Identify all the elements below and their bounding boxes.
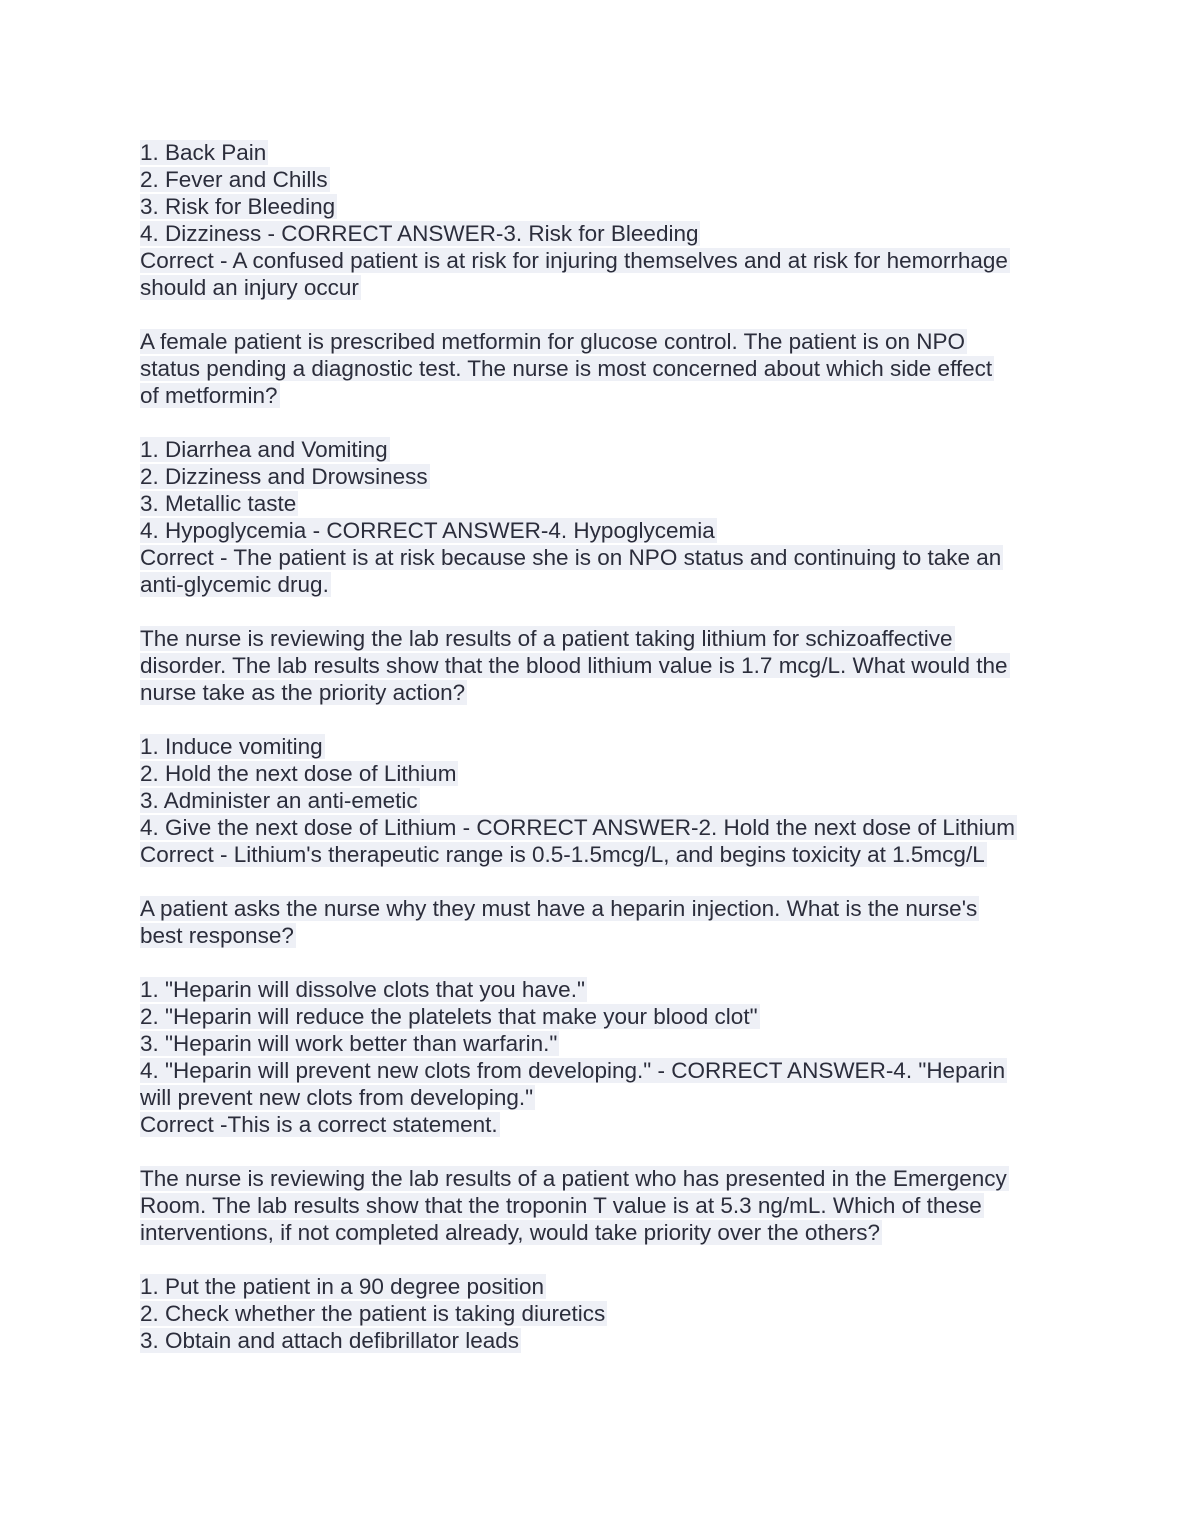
text-line: 3. "Heparin will work better than warfarin.": [140, 1031, 558, 1056]
paragraph-gap: [140, 301, 1055, 328]
text-line: status pending a diagnostic test. The nurse is most concerned about which side effect: [140, 356, 993, 381]
text-line: A female patient is prescribed metformin for glucose control. The patient is on NPO: [140, 329, 965, 354]
paragraph-gap: [140, 949, 1055, 976]
text-line: 1. Put the patient in a 90 degree position: [140, 1274, 545, 1299]
text-line: 2. "Heparin will reduce the platelets that make your blood clot": [140, 1004, 758, 1029]
text-line: 4. Dizziness - CORRECT ANSWER-3. Risk for Bleeding: [140, 221, 699, 246]
text-line: Correct - Lithium's therapeutic range is 0.5-1.5mcg/L, and begins toxicity at 1.5mcg/L: [140, 842, 985, 867]
text-line: 2. Hold the next dose of Lithium: [140, 761, 457, 786]
text-line: should an injury occur: [140, 275, 359, 300]
text-line: best response?: [140, 923, 294, 948]
text-line: will prevent new clots from developing.": [140, 1085, 534, 1110]
text-line: 1. Diarrhea and Vomiting: [140, 437, 388, 462]
text-line: 2. Dizziness and Drowsiness: [140, 464, 428, 489]
paragraph-gap: [140, 1246, 1055, 1273]
text-line: Room. The lab results show that the troponin T value is at 5.3 ng/mL. Which of these: [140, 1193, 982, 1218]
text-line: The nurse is reviewing the lab results of a patient taking lithium for schizoaffective: [140, 626, 953, 651]
text-line: 1. "Heparin will dissolve clots that you have.": [140, 977, 585, 1002]
text-line: 1. Back Pain: [140, 140, 267, 165]
text-line: nurse take as the priority action?: [140, 680, 466, 705]
text-line: 1. Induce vomiting: [140, 734, 323, 759]
text-line: 3. Administer an anti-emetic: [140, 788, 418, 813]
text-line: 3. Metallic taste: [140, 491, 297, 516]
paragraph-gap: [140, 598, 1055, 625]
text-line: A patient asks the nurse why they must have a heparin injection. What is the nurse's: [140, 896, 978, 921]
paragraph-gap: [140, 706, 1055, 733]
text-line: The nurse is reviewing the lab results of a patient who has presented in the Emergency: [140, 1166, 1007, 1191]
text-line: Correct - The patient is at risk because she is on NPO status and continuing to take an: [140, 545, 1002, 570]
text-line: of metformin?: [140, 383, 278, 408]
text-line: 4. Hypoglycemia - CORRECT ANSWER-4. Hypoglycemia: [140, 518, 715, 543]
paragraph-gap: [140, 409, 1055, 436]
text-line: anti-glycemic drug.: [140, 572, 329, 597]
text-line: Correct - A confused patient is at risk for injuring themselves and at risk for hemorrhage: [140, 248, 1008, 273]
text-line: 4. "Heparin will prevent new clots from developing." - CORRECT ANSWER-4. "Heparin: [140, 1058, 1006, 1083]
text-line: 3. Risk for Bleeding: [140, 194, 336, 219]
text-line: 2. Fever and Chills: [140, 167, 328, 192]
text-line: 2. Check whether the patient is taking diuretics: [140, 1301, 606, 1326]
text-line: disorder. The lab results show that the blood lithium value is 1.7 mcg/L. What would the: [140, 653, 1008, 678]
text-line: Correct -This is a correct statement.: [140, 1112, 498, 1137]
text-line: interventions, if not completed already, would take priority over the others?: [140, 1220, 880, 1245]
text-line: 4. Give the next dose of Lithium - CORRECT ANSWER-2. Hold the next dose of Lithium: [140, 815, 1015, 840]
paragraph-gap: [140, 1138, 1055, 1165]
document-page: [140, 139, 1055, 1354]
text-line: 3. Obtain and attach defibrillator leads: [140, 1328, 519, 1353]
paragraph-gap: [140, 868, 1055, 895]
